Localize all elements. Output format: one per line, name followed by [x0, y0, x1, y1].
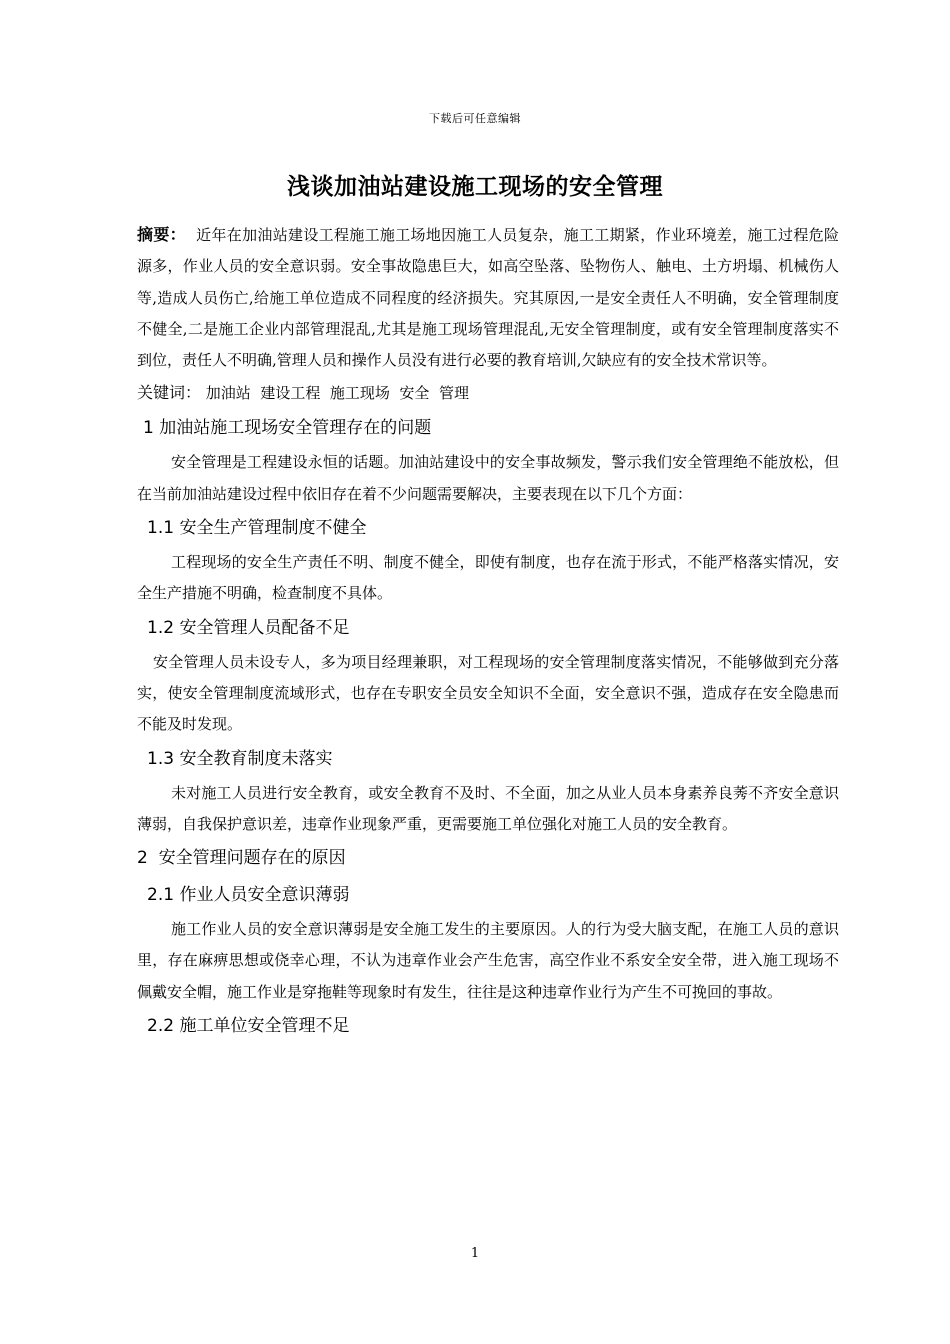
- section-1-3-heading: 1.3 安全教育制度未落实: [147, 748, 333, 769]
- section-1-3-text: 未对施工人员进行安全教育，或安全教育不及时、不全面，加之从业人员本身素养良莠不齐安全意识薄弱，自我保护意识差，违章作业现象严重，更需要施工单位强化对施工人员的安全教育。: [137, 783, 839, 833]
- section-1-2-heading: 1.2 安全管理人员配备不足: [147, 617, 350, 638]
- section-1-1-heading: 1.1 安全生产管理制度不健全: [147, 518, 367, 539]
- abstract-label: 摘要：: [137, 225, 186, 244]
- keywords-label: 关键词：: [137, 383, 202, 403]
- section-1-text: 安全管理是工程建设永恒的话题。加油站建设中的安全事故频发，警示我们安全管理绝不能放松，但在当前加油站建设过程中依旧存在着不少问题需要解决，主要表现在以下几个方面：: [137, 453, 839, 503]
- section-2-2-heading: 2.2 施工单位安全管理不足: [147, 1016, 350, 1037]
- keywords-text: 加油站 建设工程 施工现场 安全 管理: [205, 384, 469, 403]
- abstract-text: 近年在加油站建设工程施工施工场地因施工人员复杂，施工工期紧，作业环境差，施工过程危险源多，作业人员的安全意识弱。安全事故隐患巨大，如高空坠落、坠物伤人、触电、土方坍塌、机械伤人等,造成人员伤亡,给施工单位造成不同程度的经济损失。究其原因,一是安全责任人不明确，安全管理制度不健全,二是施工企业内部管理混乱,尤其是施工现场管理混乱,无安全管理制度，或有安全管理制度落实不到位，责任人不明确,管理人员和操作人员没有进行必要的教育培训,欠缺应有的安全技术常识等。: [137, 226, 839, 370]
- abstract-paragraph: [137, 219, 839, 376]
- document-body: [137, 219, 839, 1045]
- header-note: 下载后可任意编辑: [429, 112, 521, 125]
- section-1-heading: 1 加油站施工现场安全管理存在的问题: [143, 418, 432, 439]
- page-number: 1: [470, 1246, 480, 1261]
- section-2-heading: 2 安全管理问题存在的原因: [137, 848, 346, 869]
- document-title: 浅谈加油站建设施工现场的安全管理: [287, 174, 663, 200]
- section-1-2-text: 安全管理人员未设专人，多为项目经理兼职，对工程现场的安全管理制度落实情况，不能够做到充分落实，使安全管理制度流域形式，也存在专职安全员安全知识不全面，安全意识不强，造成存在安全隐患而不能及时发现。: [137, 652, 839, 734]
- section-1-1-text: 工程现场的安全生产责任不明、制度不健全，即使有制度，也存在流于形式，不能严格落实情况，安全生产措施不明确，检查制度不具体。: [137, 553, 839, 603]
- section-2-1-heading: 2.1 作业人员安全意识薄弱: [147, 885, 350, 906]
- keywords-line: [137, 376, 839, 410]
- section-2-1-text: 施工作业人员的安全意识薄弱是安全施工发生的主要原因。人的行为受大脑支配，在施工人员的意识里，存在麻痹思想或侥幸心理，不认为违章作业会产生危害，高空作业不系安全安全带，进入施工现场不佩戴安全帽，施工作业是穿拖鞋等现象时有发生，往往是这种违章作业行为产生不可挽回的事故。: [137, 920, 839, 1001]
